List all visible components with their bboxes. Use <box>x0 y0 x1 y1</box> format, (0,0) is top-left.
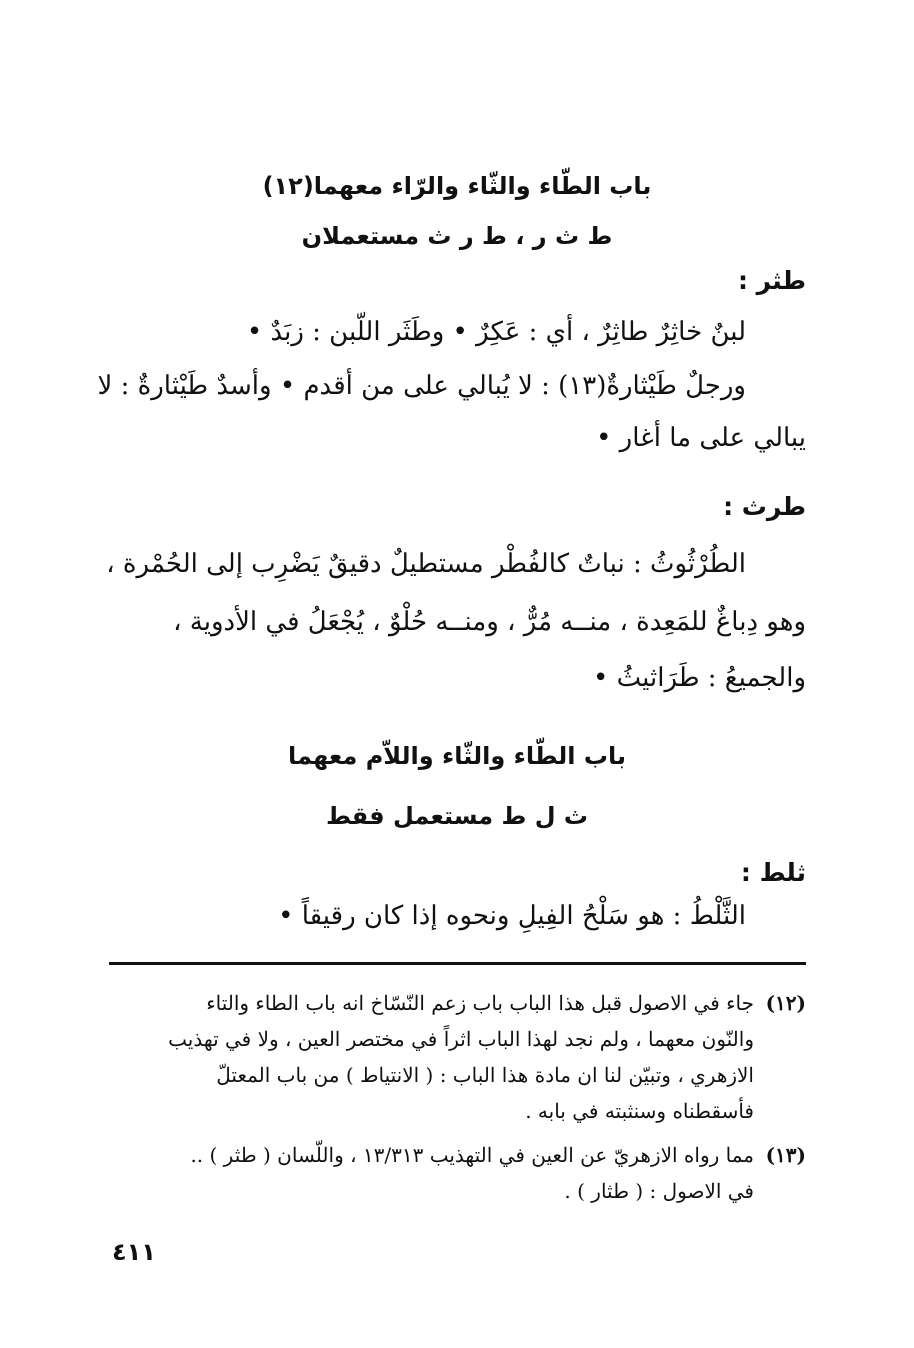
footnote-number: (١٢) <box>765 991 806 1015</box>
footnote-number: (١٣) <box>765 1143 806 1167</box>
entry-text-line: يبالي على ما أغار • <box>596 423 806 453</box>
footnote-line: مما رواه الازهريّ عن العين في التهذيب ١٣/٣١٣ ، واللّسان ( طثر ) .. <box>190 1143 754 1167</box>
entry-text-line: لبنٌ خاثِرٌ طاثِرٌ ، أي : عَكِرٌ • وطَثَر اللّبن : زبَدٌ • <box>246 317 746 347</box>
footnote-line: جاء في الاصول قبل هذا الباب باب زعم النّسّاخ انه باب الطاء والتاء <box>206 991 754 1015</box>
entry-text-line: الطُرْثُوثُ : نباتٌ كالفُطْر مستطيلٌ دقيقٌ يَضْرِب إلى الحُمْرة ، <box>106 549 746 579</box>
footnote-line: الازهري ، وتبيّن لنا ان مادة هذا الباب : ( الانتياط ) من باب المعتلّ <box>216 1063 754 1087</box>
section-heading: باب الطّاء والثّاء واللاّم معهما <box>287 742 626 770</box>
footnote-line: في الاصول : ( طثار ) . <box>564 1179 754 1203</box>
entry-text-line: الثَّلْطُ : هو سَلْحُ الفِيلِ ونحوه إذا كان رقيقاً • <box>278 901 746 931</box>
entry-text-line: ورجلٌ طَيْثارةٌ(١٣) : لا يُبالي على من أقدم • وأسدٌ طَيْثارةٌ : لا <box>97 371 746 401</box>
entry-headword: طرث : <box>723 492 806 521</box>
entry-text-line: والجميعُ : طَرَاثيثُ • <box>593 663 806 693</box>
entry-headword: ثلط : <box>740 858 806 887</box>
section-heading: باب الطّاء والثّاء والرّاء معهما(١٢) <box>262 172 652 200</box>
entry-text-line: وهو دِباغٌ للمَعِدة ، منــه مُرٌّ ، ومنــه حُلْوٌ ، يُجْعَلُ في الأدوية ، <box>173 607 806 637</box>
footnote-line: والنّون معهما ، ولم نجد لهذا الباب اثراً في مختصر العين ، ولا في تهذيب <box>168 1027 754 1051</box>
footnote-line: فأسقطناه وسنثبته في بابه . <box>525 1099 754 1123</box>
section-subheading: ث ل ط مستعمل فقط <box>325 802 589 830</box>
entry-headword: طثر : <box>737 266 806 295</box>
section-subheading: ط ث ر ، ط ر ث مستعملان <box>301 222 613 250</box>
footnote-divider <box>109 962 806 965</box>
page-number: ٤١١ <box>112 1238 156 1266</box>
